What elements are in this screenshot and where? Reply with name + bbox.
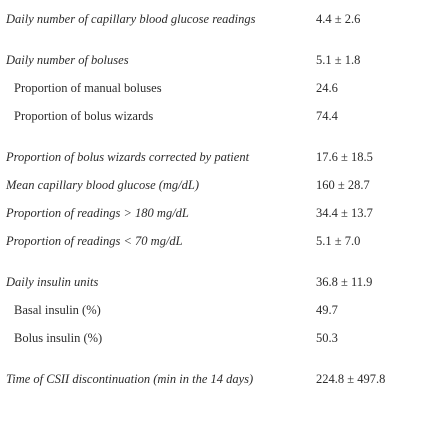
row-value: 36.8 ± 11.9 <box>316 275 373 289</box>
row-label: Daily number of boluses <box>6 53 129 67</box>
row-value: 4.4 ± 2.6 <box>316 12 361 26</box>
row-label: Basal insulin (%) <box>14 303 101 317</box>
row-label: Proportion of bolus wizards corrected by patient <box>6 150 250 164</box>
row-value: 160 ± 28.7 <box>316 178 370 192</box>
row-label: Proportion of readings > 180 mg/dL <box>6 206 189 220</box>
row-label: Bolus insulin (%) <box>14 331 103 345</box>
row-label: Daily insulin units <box>6 275 99 289</box>
row-value: 34.4 ± 13.7 <box>316 206 373 220</box>
row-label: Proportion of bolus wizards <box>14 109 154 123</box>
row-value: 74.4 <box>316 109 338 123</box>
row-label: Proportion of manual boluses <box>14 81 162 95</box>
row-value: 50.3 <box>316 331 338 345</box>
row-value: 24.6 <box>316 81 338 95</box>
row-value: 5.1 ± 7.0 <box>316 234 361 248</box>
row-value: 5.1 ± 1.8 <box>316 53 361 67</box>
row-label: Mean capillary blood glucose (mg/dL) <box>6 178 200 192</box>
row-value: 224.8 ± 497.8 <box>316 372 386 386</box>
row-label: Proportion of readings < 70 mg/dL <box>6 234 183 248</box>
row-label: Time of CSII discontinuation (min in the 14 days) <box>6 372 254 386</box>
row-value: 17.6 ± 18.5 <box>316 150 373 164</box>
row-label: Daily number of capillary blood glucose readings <box>6 12 256 26</box>
row-value: 49.7 <box>316 303 338 317</box>
